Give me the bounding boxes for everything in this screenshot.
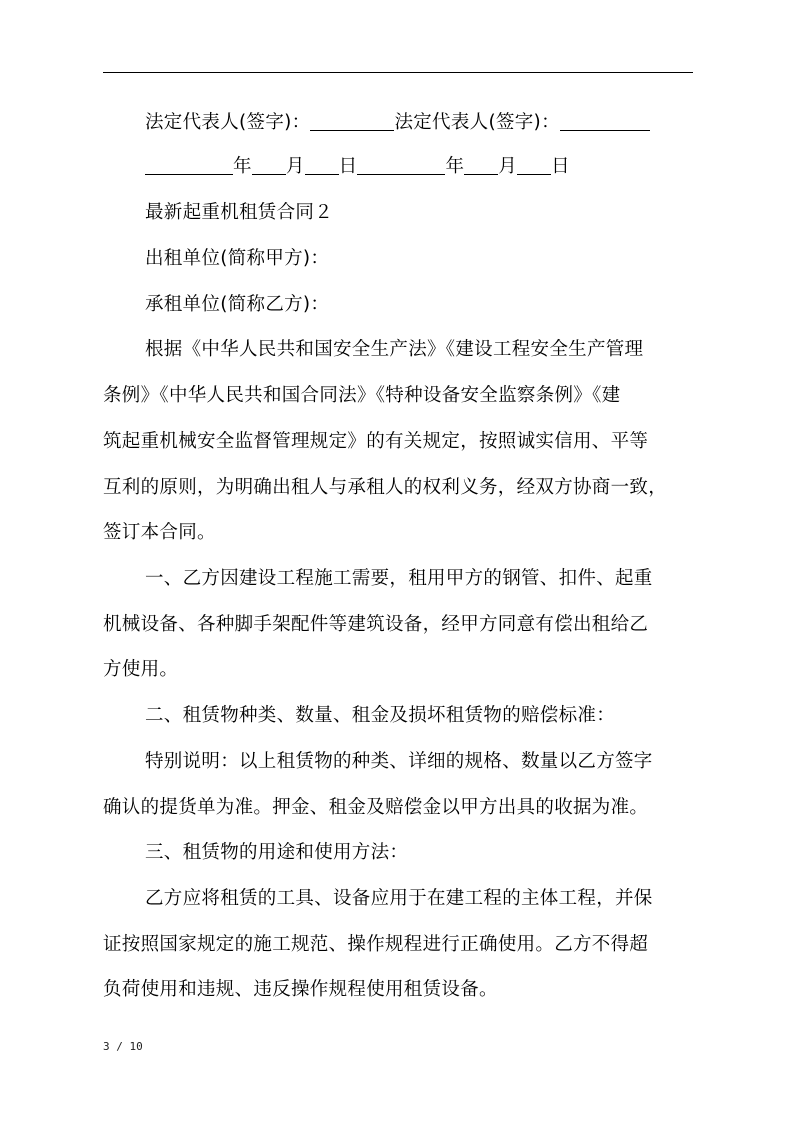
section-2-heading: 二、租赁物种类、数量、租金及损坏租赁物的赔偿标准： <box>145 705 616 726</box>
year-label-a: 年 <box>233 156 252 177</box>
signature-blank-b <box>560 112 650 131</box>
signature-label-a: 法定代表人(签字)： <box>145 112 311 133</box>
special-note-line: 确认的提货单为准。押金、租金及赔偿金以甲方出具的收据为准。 <box>103 797 649 818</box>
page-number: 3 / 10 <box>103 1040 143 1053</box>
month-blank-b <box>464 156 498 175</box>
header-rule <box>103 72 693 73</box>
signature-label-b: 法定代表人(签字)： <box>394 112 560 133</box>
month-label-a: 月 <box>285 156 305 177</box>
contract-title: 最新起重机租赁合同２ <box>145 202 334 223</box>
month-blank-a <box>252 156 286 175</box>
special-note-line: 特别说明：以上租赁物的种类、详细的规格、数量以乙方签字 <box>145 751 653 772</box>
paragraph-2-line: 方使用。 <box>103 659 179 680</box>
day-blank-b <box>517 156 551 175</box>
paragraph-1-line: 根据《中华人民共和国安全生产法》《建设工程安全生产管理 <box>145 339 644 360</box>
paragraph-6-line: 乙方应将租赁的工具、设备应用于在建工程的主体工程，并保 <box>145 888 653 909</box>
signature-line <box>145 111 745 135</box>
lessor-line: 出租单位(简称甲方)： <box>145 248 330 269</box>
paragraph-1-line: 条例》《中华人民共和国合同法》《特种设备安全监察条例》《建 <box>103 385 621 406</box>
section-3-heading: 三、租赁物的用途和使用方法： <box>145 842 409 863</box>
month-label-b: 月 <box>498 156 518 177</box>
paragraph-2-line: 一、乙方因建设工程施工需要，租用甲方的钢管、扣件、起重 <box>145 568 653 589</box>
paragraph-2-line: 机械设备、各种脚手架配件等建筑设备，经甲方同意有偿出租给乙 <box>103 614 649 635</box>
paragraph-6-line: 证按照国家规定的施工规范、操作规程进行正确使用。乙方不得超 <box>103 934 649 955</box>
paragraph-1-line: 互利的原则，为明确出租人与承租人的权利义务，经双方协商一致， <box>103 477 668 498</box>
day-label-b: 日 <box>551 156 570 177</box>
year-blank-a <box>145 156 233 175</box>
year-blank-b <box>357 156 445 175</box>
date-line <box>145 155 745 179</box>
signature-blank-a <box>310 112 394 131</box>
paragraph-1-line: 筑起重机械安全监督管理规定》的有关规定，按照诚实信用、平等 <box>103 431 649 452</box>
lessee-line: 承租单位(简称乙方)： <box>145 294 330 315</box>
paragraph-1-line: 签订本合同。 <box>103 522 216 543</box>
day-label-a: 日 <box>338 156 358 177</box>
paragraph-6-line: 负荷使用和违规、违反操作规程使用租赁设备。 <box>103 979 498 1000</box>
day-blank-a <box>305 156 339 175</box>
year-label-b: 年 <box>445 156 465 177</box>
